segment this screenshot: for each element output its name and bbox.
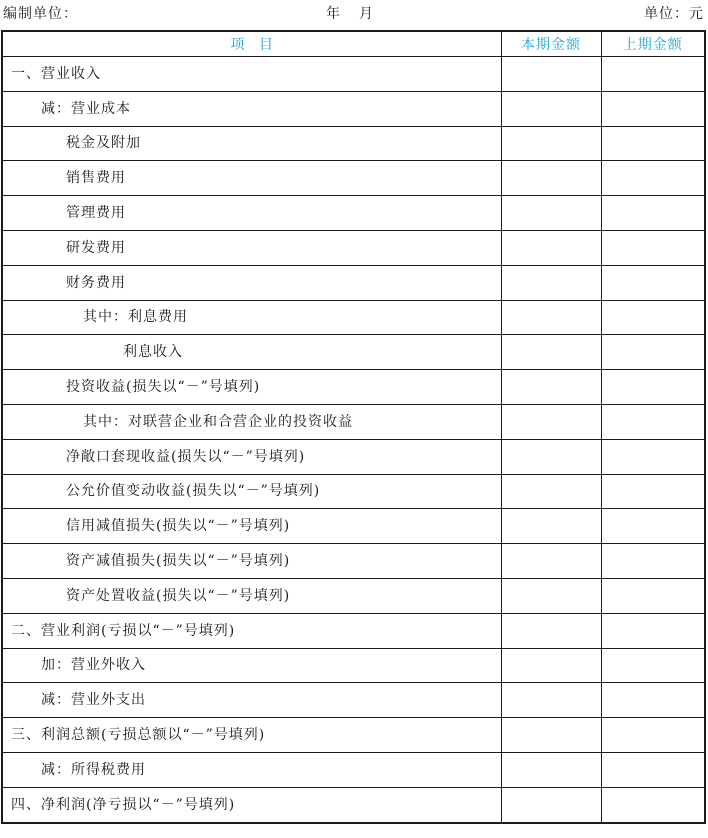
table-row <box>3 230 704 265</box>
prior-period-amount-cell[interactable] <box>601 404 704 439</box>
current-period-amount-cell[interactable] <box>501 196 601 231</box>
current-period-amount-cell[interactable] <box>501 648 601 683</box>
row-item-label: 四、净利润(净亏损以“－”号填列) <box>3 787 501 821</box>
current-period-amount-cell[interactable] <box>501 544 601 579</box>
table-row <box>3 196 704 231</box>
column-header-prior-period: 上期金额 <box>601 32 704 57</box>
row-item-label: 三、利润总额(亏损总额以“－”号填列) <box>3 718 501 753</box>
current-period-amount-cell[interactable] <box>501 474 601 509</box>
row-item-label: 公允价值变动收益(损失以“－”号填列) <box>3 474 501 509</box>
current-period-amount-cell[interactable] <box>501 370 601 405</box>
current-period-amount-cell[interactable] <box>501 230 601 265</box>
preparer-unit-label: 编制单位： <box>3 6 78 22</box>
prior-period-amount-cell[interactable] <box>601 335 704 370</box>
table-row <box>3 578 704 613</box>
current-period-amount-cell[interactable] <box>501 161 601 196</box>
current-period-amount-cell[interactable] <box>501 439 601 474</box>
row-item-label: 销售费用 <box>3 161 501 196</box>
month-label: 月 <box>359 6 374 22</box>
row-item-label: 其中：利息费用 <box>3 300 501 335</box>
prior-period-amount-cell[interactable] <box>601 787 704 821</box>
current-period-amount-cell[interactable] <box>501 613 601 648</box>
table-row <box>3 126 704 161</box>
prior-period-amount-cell[interactable] <box>601 752 704 787</box>
table-row <box>3 404 704 439</box>
row-item-label: 投资收益(损失以“－”号填列) <box>3 370 501 405</box>
statement-meta <box>0 0 708 28</box>
current-period-amount-cell[interactable] <box>501 57 601 92</box>
table-row <box>3 439 704 474</box>
prior-period-amount-cell[interactable] <box>601 91 704 126</box>
period-label <box>326 0 374 28</box>
row-item-label: 减：营业外支出 <box>3 683 501 718</box>
column-header-current-period: 本期金额 <box>501 32 601 57</box>
table-row <box>3 544 704 579</box>
table-row <box>3 509 704 544</box>
current-period-amount-cell[interactable] <box>501 404 601 439</box>
row-item-label: 其中：对联营企业和合营企业的投资收益 <box>3 404 501 439</box>
prior-period-amount-cell[interactable] <box>601 300 704 335</box>
prior-period-amount-cell[interactable] <box>601 613 704 648</box>
current-period-amount-cell[interactable] <box>501 752 601 787</box>
current-period-amount-cell[interactable] <box>501 265 601 300</box>
current-period-amount-cell[interactable] <box>501 335 601 370</box>
prior-period-amount-cell[interactable] <box>601 544 704 579</box>
row-item-label: 信用减值损失(损失以“－”号填列) <box>3 509 501 544</box>
currency-unit-label: 单位：元 <box>644 6 704 22</box>
year-label: 年 <box>326 6 341 22</box>
current-period-amount-cell[interactable] <box>501 683 601 718</box>
current-period-amount-cell[interactable] <box>501 718 601 753</box>
row-item-label: 减：营业成本 <box>3 91 501 126</box>
table-row <box>3 613 704 648</box>
income-statement-table <box>1 30 706 824</box>
table-row <box>3 648 704 683</box>
prior-period-amount-cell[interactable] <box>601 265 704 300</box>
table-row <box>3 161 704 196</box>
prior-period-amount-cell[interactable] <box>601 718 704 753</box>
row-item-label: 财务费用 <box>3 265 501 300</box>
prior-period-amount-cell[interactable] <box>601 578 704 613</box>
row-item-label: 管理费用 <box>3 196 501 231</box>
current-period-amount-cell[interactable] <box>501 787 601 821</box>
current-period-amount-cell[interactable] <box>501 126 601 161</box>
current-period-amount-cell[interactable] <box>501 578 601 613</box>
table-row <box>3 91 704 126</box>
table-row <box>3 752 704 787</box>
row-item-label: 加：营业外收入 <box>3 648 501 683</box>
table-row <box>3 683 704 718</box>
prior-period-amount-cell[interactable] <box>601 439 704 474</box>
row-item-label: 资产减值损失(损失以“－”号填列) <box>3 544 501 579</box>
prior-period-amount-cell[interactable] <box>601 683 704 718</box>
row-item-label: 净敞口套现收益(损失以“－”号填列) <box>3 439 501 474</box>
table-row <box>3 300 704 335</box>
prior-period-amount-cell[interactable] <box>601 57 704 92</box>
table-row <box>3 265 704 300</box>
row-item-label: 一、营业收入 <box>3 57 501 92</box>
row-item-label: 研发费用 <box>3 230 501 265</box>
table-row <box>3 335 704 370</box>
row-item-label: 资产处置收益(损失以“－”号填列) <box>3 578 501 613</box>
row-item-label: 税金及附加 <box>3 126 501 161</box>
table-row <box>3 474 704 509</box>
prior-period-amount-cell[interactable] <box>601 196 704 231</box>
table-row <box>3 370 704 405</box>
prior-period-amount-cell[interactable] <box>601 648 704 683</box>
row-item-label: 减：所得税费用 <box>3 752 501 787</box>
row-item-label: 二、营业利润(亏损以“－”号填列) <box>3 613 501 648</box>
table-row <box>3 57 704 92</box>
current-period-amount-cell[interactable] <box>501 91 601 126</box>
prior-period-amount-cell[interactable] <box>601 509 704 544</box>
table-row <box>3 718 704 753</box>
prior-period-amount-cell[interactable] <box>601 161 704 196</box>
row-item-label: 利息收入 <box>3 335 501 370</box>
prior-period-amount-cell[interactable] <box>601 370 704 405</box>
prior-period-amount-cell[interactable] <box>601 474 704 509</box>
table-header-row <box>3 32 704 57</box>
table-row <box>3 787 704 821</box>
column-header-item: 项 目 <box>3 32 501 57</box>
prior-period-amount-cell[interactable] <box>601 230 704 265</box>
current-period-amount-cell[interactable] <box>501 300 601 335</box>
current-period-amount-cell[interactable] <box>501 509 601 544</box>
prior-period-amount-cell[interactable] <box>601 126 704 161</box>
